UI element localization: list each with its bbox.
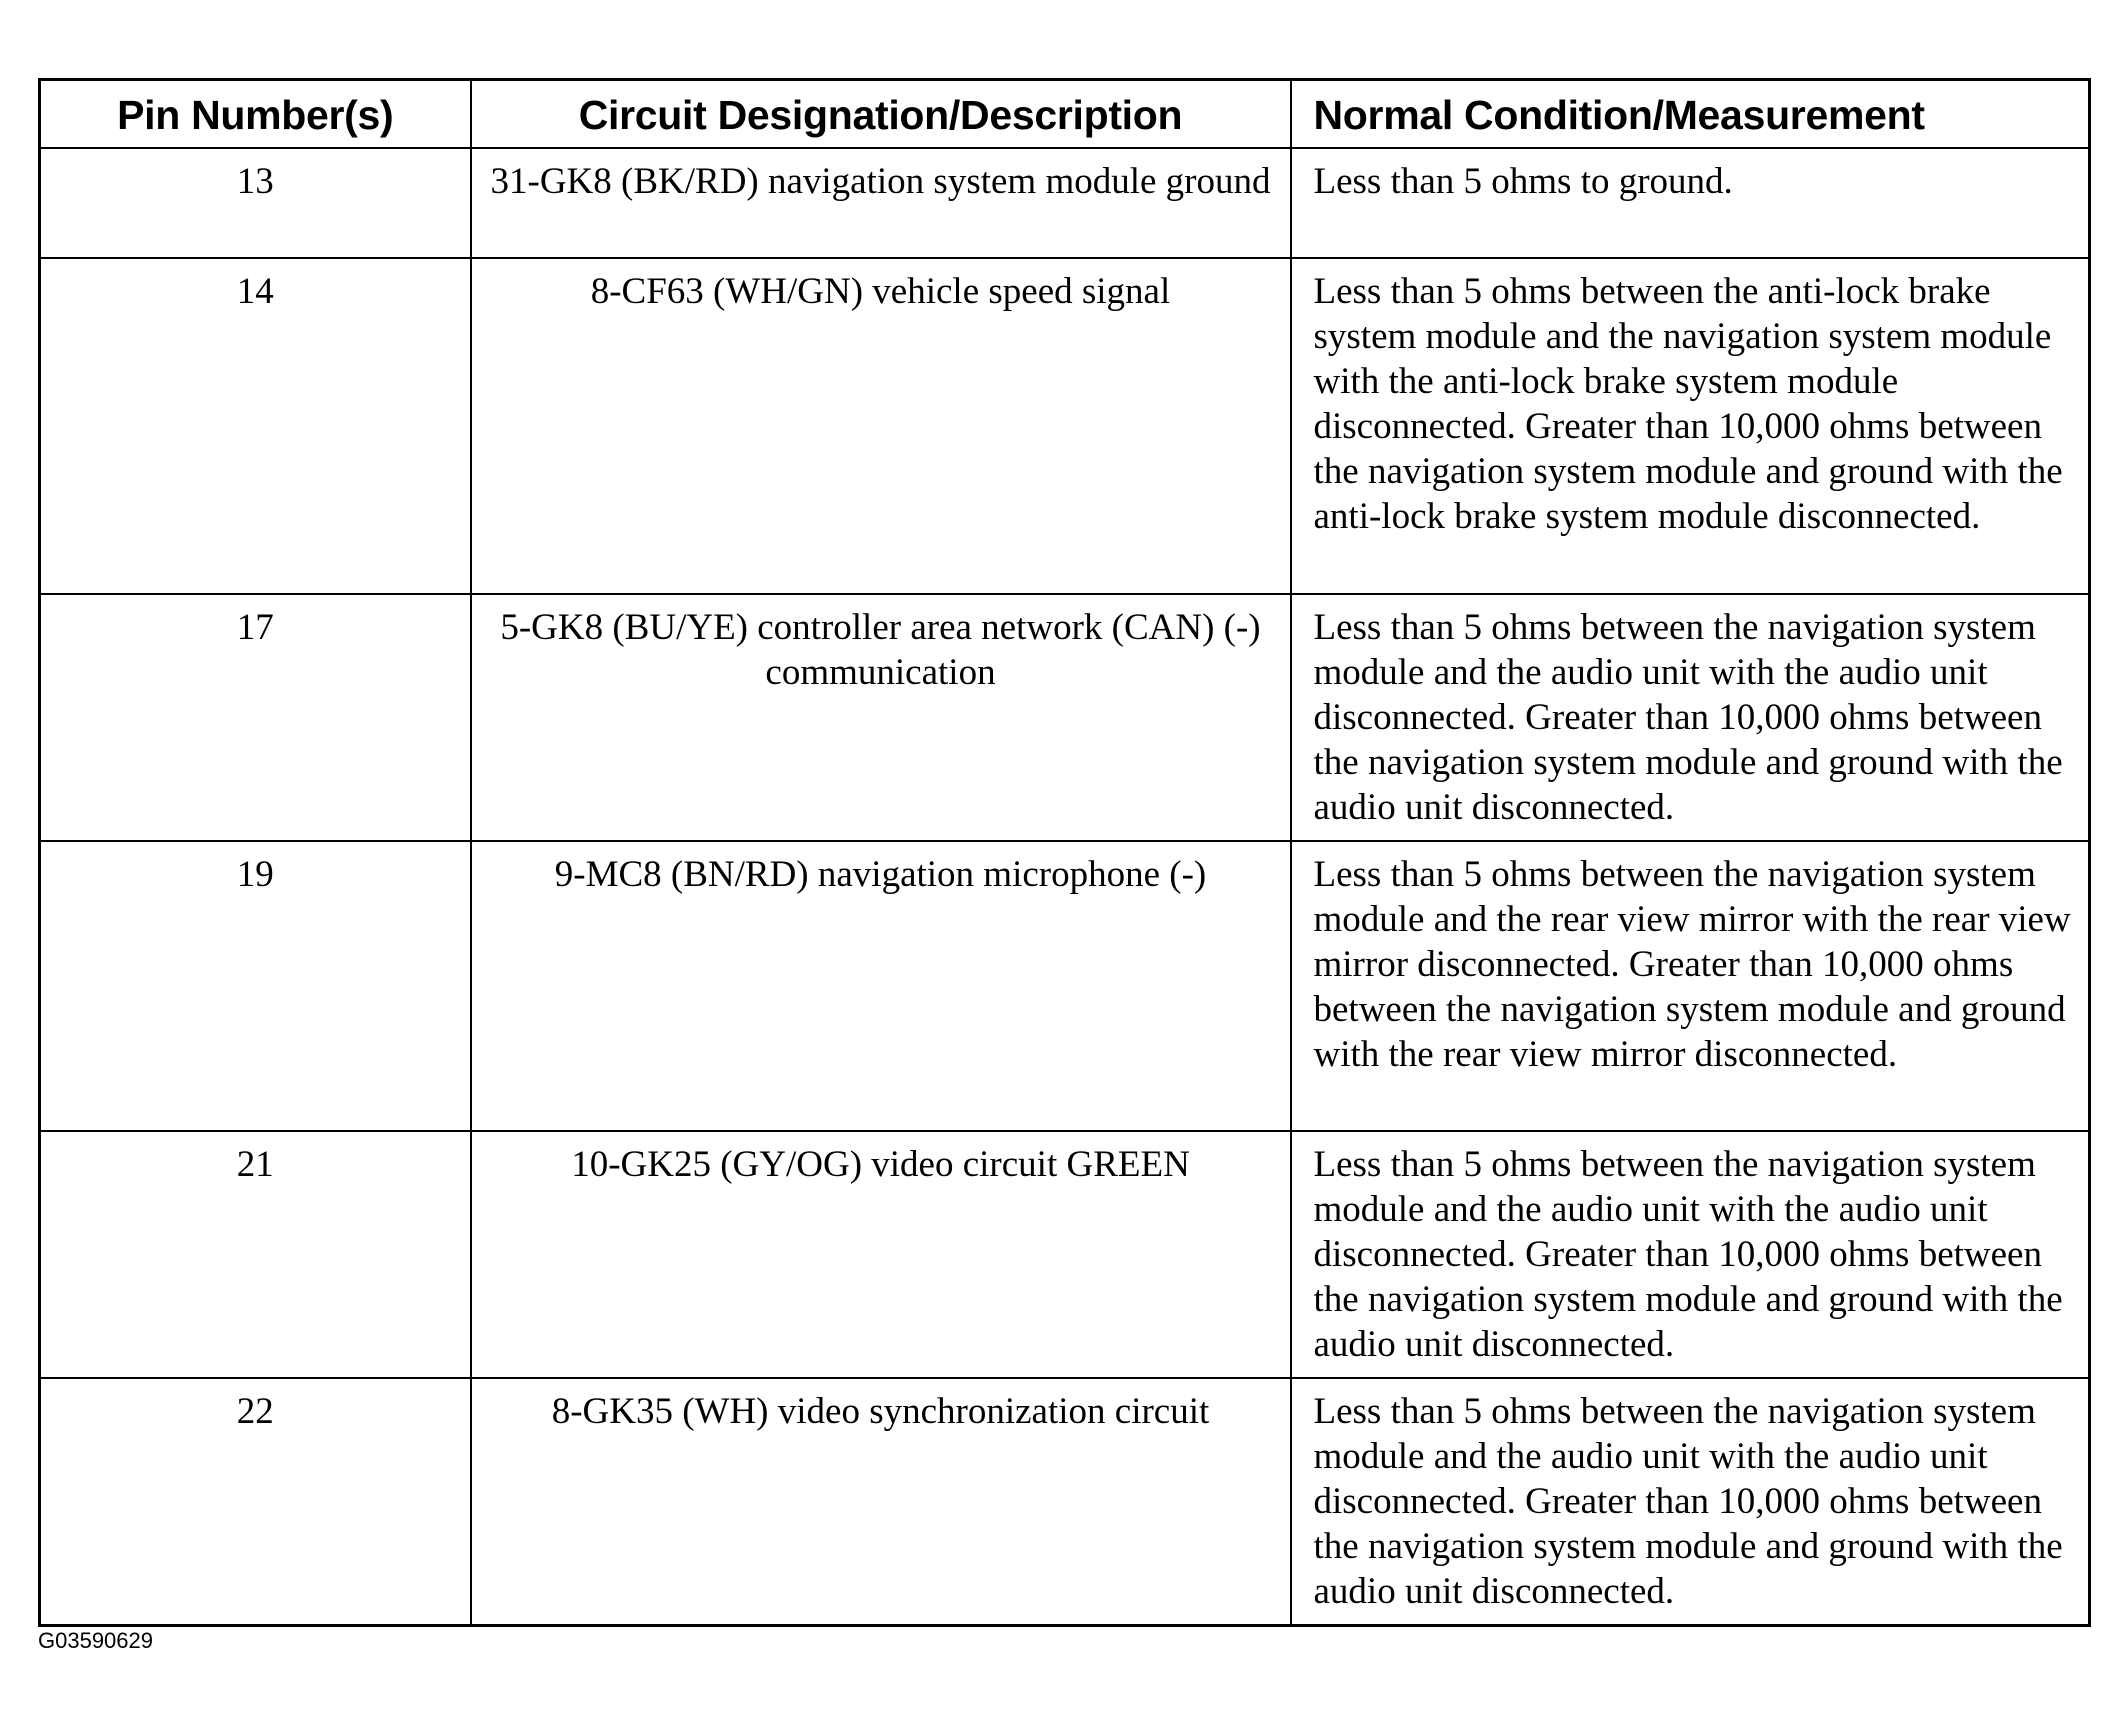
pin-table-container: [38, 78, 2088, 1627]
circuit-description-cell: 10-GK25 (GY/OG) video circuit GREEN: [471, 1131, 1291, 1378]
measurement-cell: Less than 5 ohms between the navigation system module and the audio unit with the audio unit disconnected. Greater than 10,000 ohms between the navigation system module and ground with the audio unit disconnected.: [1291, 1378, 2090, 1626]
table-row: [40, 594, 2090, 841]
measurement-cell: Less than 5 ohms between the navigation system module and the audio unit with the audio unit disconnected. Greater than 10,000 ohms between the navigation system module and ground with the audio unit disconnected.: [1291, 1131, 2090, 1378]
header-row: [40, 80, 2090, 149]
measurement-cell: Less than 5 ohms between the anti-lock brake system module and the navigation system module with the anti-lock brake system module disconnected. Greater than 10,000 ohms between the navigation system module and ground with the anti-lock brake system module disconnected.: [1291, 258, 2090, 594]
pin-number-cell: 19: [40, 841, 471, 1131]
circuit-description-cell: 9-MC8 (BN/RD) navigation microphone (-): [471, 841, 1291, 1131]
measurement-cell: Less than 5 ohms between the navigation system module and the audio unit with the audio unit disconnected. Greater than 10,000 ohms between the navigation system module and ground with the audio unit disconnected.: [1291, 594, 2090, 841]
circuit-description-cell: 31-GK8 (BK/RD) navigation system module ground: [471, 148, 1291, 258]
table-row: [40, 1131, 2090, 1378]
circuit-description-cell: 8-GK35 (WH) video synchronization circuit: [471, 1378, 1291, 1626]
table-row: [40, 148, 2090, 258]
table-row: [40, 841, 2090, 1131]
header-normal-condition: Normal Condition/Measurement: [1291, 80, 2090, 149]
pin-table: [38, 78, 2091, 1627]
pin-number-cell: 13: [40, 148, 471, 258]
pin-number-cell: 21: [40, 1131, 471, 1378]
pin-number-cell: 14: [40, 258, 471, 594]
measurement-cell: Less than 5 ohms between the navigation system module and the rear view mirror with the rear view mirror disconnected. Greater than 10,000 ohms between the navigation system module and ground with the rear view mirror disconnected.: [1291, 841, 2090, 1131]
circuit-description-cell: 5-GK8 (BU/YE) controller area network (CAN) (-) communication: [471, 594, 1291, 841]
header-pin-number: Pin Number(s): [40, 80, 471, 149]
table-row: [40, 258, 2090, 594]
header-circuit-designation: Circuit Designation/Description: [471, 80, 1291, 149]
pin-number-cell: 17: [40, 594, 471, 841]
circuit-description-cell: 8-CF63 (WH/GN) vehicle speed signal: [471, 258, 1291, 594]
table-row: [40, 1378, 2090, 1626]
measurement-cell: Less than 5 ohms to ground.: [1291, 148, 2090, 258]
figure-code: G03590629: [38, 1628, 153, 1653]
pin-number-cell: 22: [40, 1378, 471, 1626]
